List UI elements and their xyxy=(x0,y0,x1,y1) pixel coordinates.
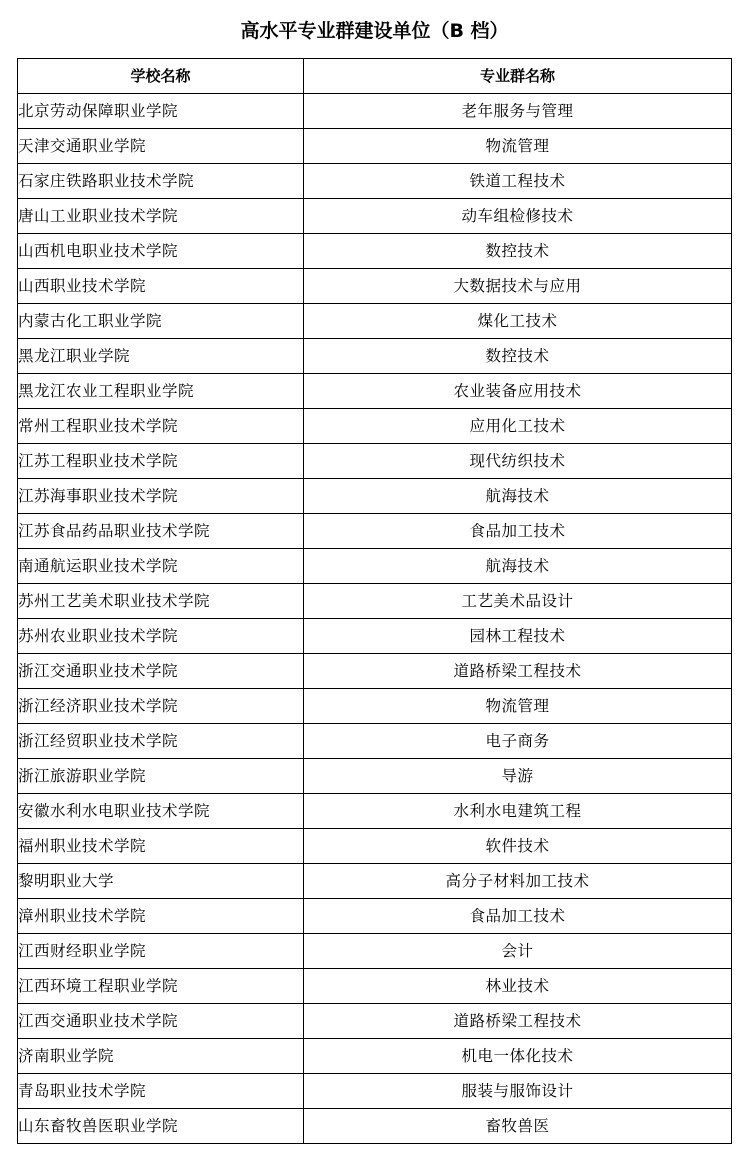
table-row xyxy=(18,934,732,969)
table-row xyxy=(18,339,732,374)
school-name-cell: 常州工程职业技术学院 xyxy=(18,409,304,444)
group-name-cell: 物流管理 xyxy=(304,129,732,164)
table-row xyxy=(18,1074,732,1109)
group-name-cell: 高分子材料加工技术 xyxy=(304,864,732,899)
school-name-cell: 石家庄铁路职业技术学院 xyxy=(18,164,304,199)
group-name-cell: 道路桥梁工程技术 xyxy=(304,654,732,689)
table-row xyxy=(18,864,732,899)
school-name-cell: 南通航运职业技术学院 xyxy=(18,549,304,584)
table-row xyxy=(18,969,732,1004)
school-name-cell: 山西机电职业技术学院 xyxy=(18,234,304,269)
table-row xyxy=(18,234,732,269)
group-name-cell: 软件技术 xyxy=(304,829,732,864)
school-name-cell: 北京劳动保障职业学院 xyxy=(18,94,304,129)
group-name-cell: 数控技术 xyxy=(304,234,732,269)
group-name-cell: 农业装备应用技术 xyxy=(304,374,732,409)
school-name-cell: 福州职业技术学院 xyxy=(18,829,304,864)
school-name-cell: 山西职业技术学院 xyxy=(18,269,304,304)
header-group-name: 专业群名称 xyxy=(304,59,732,94)
table-row xyxy=(18,689,732,724)
table-row xyxy=(18,94,732,129)
group-name-cell: 老年服务与管理 xyxy=(304,94,732,129)
school-name-cell: 苏州工艺美术职业技术学院 xyxy=(18,584,304,619)
school-name-cell: 黑龙江职业学院 xyxy=(18,339,304,374)
group-name-cell: 铁道工程技术 xyxy=(304,164,732,199)
group-name-cell: 服装与服饰设计 xyxy=(304,1074,732,1109)
table-row xyxy=(18,129,732,164)
school-name-cell: 济南职业学院 xyxy=(18,1039,304,1074)
school-name-cell: 山东畜牧兽医职业学院 xyxy=(18,1109,304,1144)
school-name-cell: 青岛职业技术学院 xyxy=(18,1074,304,1109)
table-row xyxy=(18,654,732,689)
table-row xyxy=(18,374,732,409)
school-name-cell: 浙江经济职业技术学院 xyxy=(18,689,304,724)
group-name-cell: 机电一体化技术 xyxy=(304,1039,732,1074)
group-name-cell: 食品加工技术 xyxy=(304,899,732,934)
table-row xyxy=(18,164,732,199)
table-row xyxy=(18,269,732,304)
school-name-cell: 江西财经职业学院 xyxy=(18,934,304,969)
group-name-cell: 应用化工技术 xyxy=(304,409,732,444)
group-name-cell: 物流管理 xyxy=(304,689,732,724)
table-row xyxy=(18,1039,732,1074)
school-name-cell: 江苏海事职业技术学院 xyxy=(18,479,304,514)
group-name-cell: 食品加工技术 xyxy=(304,514,732,549)
group-name-cell: 林业技术 xyxy=(304,969,732,1004)
table-row xyxy=(18,1109,732,1144)
group-name-cell: 工艺美术品设计 xyxy=(304,584,732,619)
page-title: 高水平专业群建设单位（B 档） xyxy=(240,20,509,42)
group-name-cell: 道路桥梁工程技术 xyxy=(304,1004,732,1039)
group-name-cell: 煤化工技术 xyxy=(304,304,732,339)
group-name-cell: 会计 xyxy=(304,934,732,969)
school-name-cell: 天津交通职业学院 xyxy=(18,129,304,164)
school-name-cell: 黎明职业大学 xyxy=(18,864,304,899)
school-name-cell: 江苏食品药品职业技术学院 xyxy=(18,514,304,549)
table-row xyxy=(18,444,732,479)
school-name-cell: 江西交通职业技术学院 xyxy=(18,1004,304,1039)
table-row xyxy=(18,759,732,794)
group-name-cell: 数控技术 xyxy=(304,339,732,374)
school-name-cell: 漳州职业技术学院 xyxy=(18,899,304,934)
group-name-cell: 航海技术 xyxy=(304,479,732,514)
table-row xyxy=(18,1004,732,1039)
table-row xyxy=(18,584,732,619)
group-name-cell: 畜牧兽医 xyxy=(304,1109,732,1144)
table-row xyxy=(18,829,732,864)
group-name-cell: 动车组检修技术 xyxy=(304,199,732,234)
table-row xyxy=(18,794,732,829)
group-name-cell: 电子商务 xyxy=(304,724,732,759)
school-name-cell: 苏州农业职业技术学院 xyxy=(18,619,304,654)
school-name-cell: 浙江经贸职业技术学院 xyxy=(18,724,304,759)
school-name-cell: 唐山工业职业技术学院 xyxy=(18,199,304,234)
header-school-name: 学校名称 xyxy=(18,59,304,94)
table-row xyxy=(18,724,732,759)
school-name-cell: 浙江旅游职业学院 xyxy=(18,759,304,794)
table-row xyxy=(18,549,732,584)
table-row xyxy=(18,304,732,339)
table-body xyxy=(18,94,732,1144)
units-table xyxy=(17,58,732,1144)
table-header-row xyxy=(18,59,732,94)
group-name-cell: 导游 xyxy=(304,759,732,794)
group-name-cell: 园林工程技术 xyxy=(304,619,732,654)
group-name-cell: 航海技术 xyxy=(304,549,732,584)
table-row xyxy=(18,899,732,934)
school-name-cell: 安徽水利水电职业技术学院 xyxy=(18,794,304,829)
school-name-cell: 浙江交通职业技术学院 xyxy=(18,654,304,689)
group-name-cell: 现代纺织技术 xyxy=(304,444,732,479)
school-name-cell: 黑龙江农业工程职业学院 xyxy=(18,374,304,409)
school-name-cell: 内蒙古化工职业学院 xyxy=(18,304,304,339)
school-name-cell: 江苏工程职业技术学院 xyxy=(18,444,304,479)
table-row xyxy=(18,479,732,514)
table-row xyxy=(18,199,732,234)
table-row xyxy=(18,514,732,549)
group-name-cell: 水利水电建筑工程 xyxy=(304,794,732,829)
group-name-cell: 大数据技术与应用 xyxy=(304,269,732,304)
school-name-cell: 江西环境工程职业学院 xyxy=(18,969,304,1004)
table-row xyxy=(18,409,732,444)
table-row xyxy=(18,619,732,654)
